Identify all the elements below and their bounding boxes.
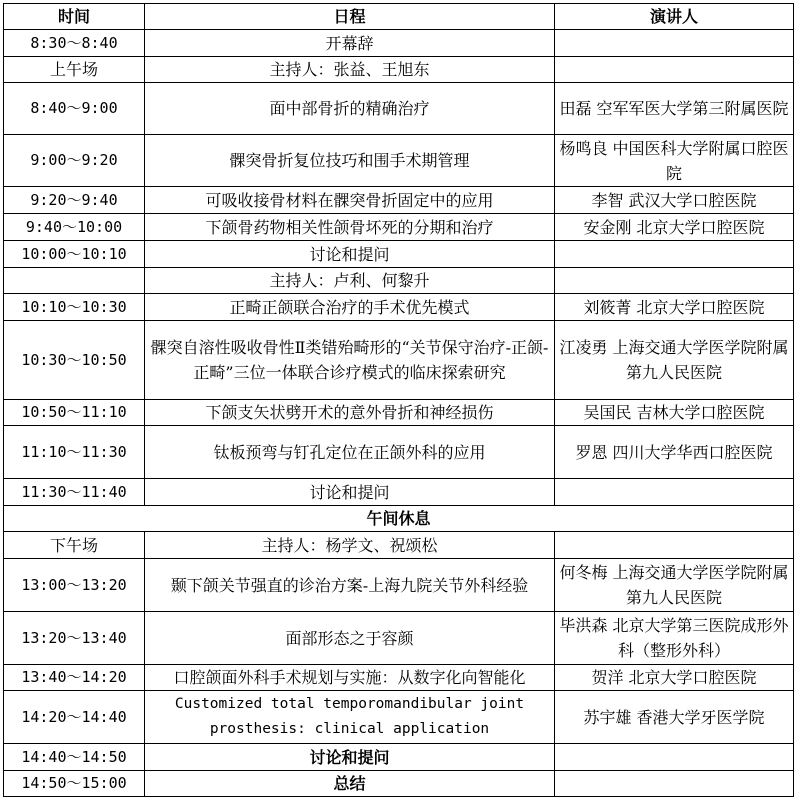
speaker-cell: 田磊 空军军医大学第三附属医院 (555, 83, 794, 135)
lunch-break-label: 午间休息 (4, 506, 794, 532)
table-row (4, 532, 794, 559)
header-program: 日程 (145, 4, 555, 30)
time-cell: 14:40～14:50 (4, 744, 145, 771)
speaker-cell (555, 744, 794, 771)
time-cell: 10:10～10:30 (4, 294, 145, 321)
speaker-cell (555, 532, 794, 559)
time-cell: 8:40～9:00 (4, 83, 145, 135)
table-row (4, 426, 794, 479)
schedule-table (3, 3, 794, 797)
table-row (4, 294, 794, 321)
program-cell: 面中部骨折的精确治疗 (145, 83, 555, 135)
table-row (4, 214, 794, 241)
table-row (4, 135, 794, 187)
program-cell: 面部形态之于容颜 (145, 612, 555, 665)
speaker-cell: 吴国民 吉林大学口腔医院 (555, 400, 794, 426)
speaker-cell: 江凌勇 上海交通大学医学院附属第九人民医院 (555, 321, 794, 400)
program-cell: 髁突骨折复位技巧和围手术期管理 (145, 135, 555, 187)
table-row (4, 30, 794, 57)
table-row (4, 665, 794, 691)
speaker-cell (555, 479, 794, 506)
time-cell: 11:30～11:40 (4, 479, 145, 506)
speaker-cell (555, 268, 794, 294)
header-time: 时间 (4, 4, 145, 30)
time-cell: 11:10～11:30 (4, 426, 145, 479)
time-cell: 13:20～13:40 (4, 612, 145, 665)
table-row (4, 612, 794, 665)
program-cell: 颞下颌关节强直的诊治方案-上海九院关节外科经验 (145, 559, 555, 612)
speaker-cell: 贺洋 北京大学口腔医院 (555, 665, 794, 691)
program-cell: 开幕辞 (145, 30, 555, 57)
time-cell: 9:20～9:40 (4, 187, 145, 214)
time-cell: 10:50～11:10 (4, 400, 145, 426)
table-row (4, 479, 794, 506)
speaker-cell: 杨鸣良 中国医科大学附属口腔医院 (555, 135, 794, 187)
table-row (4, 83, 794, 135)
speaker-cell: 安金刚 北京大学口腔医院 (555, 214, 794, 241)
table-row (4, 187, 794, 214)
speaker-cell: 刘筱菁 北京大学口腔医院 (555, 294, 794, 321)
table-row (4, 744, 794, 771)
time-cell: 10:30～10:50 (4, 321, 145, 400)
table-row (4, 400, 794, 426)
time-cell: 13:00～13:20 (4, 559, 145, 612)
speaker-cell: 苏宇雄 香港大学牙医学院 (555, 691, 794, 744)
program-cell: 讨论和提问 (145, 479, 555, 506)
speaker-cell: 何冬梅 上海交通大学医学院附属第九人民医院 (555, 559, 794, 612)
program-cell: 正畸正颌联合治疗的手术优先模式 (145, 294, 555, 321)
table-row (4, 691, 794, 744)
program-cell: 下颌骨药物相关性颌骨坏死的分期和治疗 (145, 214, 555, 241)
time-cell: 13:40～14:20 (4, 665, 145, 691)
session-label: 下午场 (4, 532, 145, 559)
program-cell: 口腔颌面外科手术规划与实施：从数字化向智能化 (145, 665, 555, 691)
table-row (4, 771, 794, 797)
lunch-break-row (4, 506, 794, 532)
host-cell: 主持人：张益、王旭东 (145, 57, 555, 83)
time-cell: 9:00～9:20 (4, 135, 145, 187)
program-cell: 总结 (145, 771, 555, 797)
program-cell: 讨论和提问 (145, 241, 555, 268)
host-cell: 主持人：杨学文、祝颂松 (145, 532, 555, 559)
program-cell: 可吸收接骨材料在髁突骨折固定中的应用 (145, 187, 555, 214)
speaker-cell: 李智 武汉大学口腔医院 (555, 187, 794, 214)
speaker-cell (555, 57, 794, 83)
program-cell: 讨论和提问 (145, 744, 555, 771)
time-cell: 8:30～8:40 (4, 30, 145, 57)
table-row (4, 268, 794, 294)
table-row (4, 241, 794, 268)
time-cell (4, 268, 145, 294)
time-cell: 14:20～14:40 (4, 691, 145, 744)
program-cell: Customized total temporomandibular joint prosthesis: clinical application (145, 691, 555, 744)
speaker-cell (555, 771, 794, 797)
table-row (4, 321, 794, 400)
header-speaker: 演讲人 (555, 4, 794, 30)
time-cell: 14:50～15:00 (4, 771, 145, 797)
table-header-row (4, 4, 794, 30)
speaker-cell: 罗恩 四川大学华西口腔医院 (555, 426, 794, 479)
time-cell: 10:00～10:10 (4, 241, 145, 268)
table-row (4, 57, 794, 83)
session-label: 上午场 (4, 57, 145, 83)
time-cell: 9:40～10:00 (4, 214, 145, 241)
host-cell: 主持人：卢利、何黎升 (145, 268, 555, 294)
speaker-cell (555, 241, 794, 268)
program-cell: 髁突自溶性吸收骨性Ⅱ类错殆畸形的“关节保守治疗-正颌-正畸”三位一体联合诊疗模式的临床探索研究 (145, 321, 555, 400)
program-cell: 钛板预弯与钉孔定位在正颌外科的应用 (145, 426, 555, 479)
table-row (4, 559, 794, 612)
speaker-cell (555, 30, 794, 57)
program-cell: 下颌支矢状劈开术的意外骨折和神经损伤 (145, 400, 555, 426)
speaker-cell: 毕洪森 北京大学第三医院成形外科（整形外科） (555, 612, 794, 665)
